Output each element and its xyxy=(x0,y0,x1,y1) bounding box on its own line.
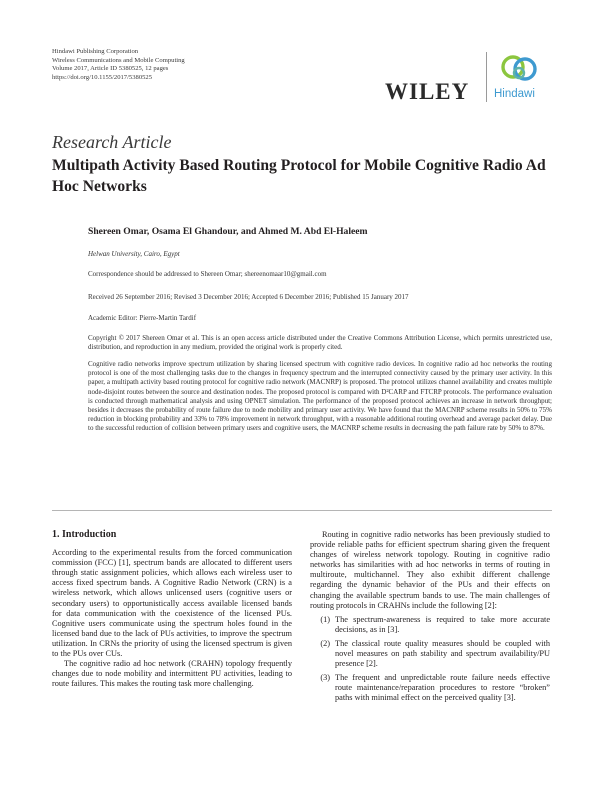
correspondence: Correspondence should be addressed to Shereen Omar; shereenomaar10@gmail.com xyxy=(88,270,327,278)
hindawi-logo-text: Hindawi xyxy=(494,88,535,100)
list-item xyxy=(310,673,550,703)
list-number: (1) xyxy=(320,614,330,624)
doi-link[interactable]: https://doi.org/10.1155/2017/5380525 xyxy=(52,73,153,81)
paragraph: According to the experimental results from the forced communication commission (FCC) [1], spectrum bands are allocated to different users through static assignment policies, which allows each wireless user to access fixed spectrum bands. A Cognitive Radio Network (CRN) is a wireless network, which allows unlicensed users (cognitive users or secondary users) to opportunistically access available licensed bands for data communication with the coexistence of the licensed PUs. Cognitive users communicate using the spectrum holes found in the licensed band due to the lack of PUs activities, to improve the spectrum utilization. In CRNs the priority of using the licensed spectrum is given to the PUs over CUs. xyxy=(52,548,292,659)
hindawi-rings-icon xyxy=(498,54,542,86)
author-list: Shereen Omar, Osama El Ghandour, and Ahmed M. Abd El-Haleem xyxy=(88,226,368,237)
abstract: Cognitive radio networks improve spectrum utilization by sharing licensed spectrum with cognitive radio devices. In cognitive radio ad hoc networks the routing protocol is one of the most challenging tasks due to the changes in frequency spectrum and the interrupted connectivity caused by the primary user activity. In this paper, a multipath activity based routing protocol for cognitive radio network (MACNRP) is proposed. The protocol utilizes channel availability and creates multiple node-disjoint routes between the source and destination nodes. The proposed protocol is compared with D²CARP and FTCRP protocols. The performance evaluation is conducted through mathematical analysis and using OPNET simulation. The performance of the proposed protocol achieves an increase in network throughput; besides it decreases the probability of route failure due to node mobility and primary user activity. We have found that the MACNRP scheme results in 50% to 75% reduction in blocking probability and 33% to 78% improvement in network throughput, with a reasonable additional routing overhead and average packet delay. Due to the successful reduction of collision between primary users and cognitive users, the MACNRP scheme results in decreasing the path failure rate by 50% to 87%. xyxy=(88,360,552,433)
left-column xyxy=(52,530,292,689)
list-number: (3) xyxy=(320,673,330,683)
article-type: Research Article xyxy=(52,132,172,152)
list-item xyxy=(310,615,550,635)
academic-editor: Academic Editor: Pierre-Martin Tardif xyxy=(88,314,197,322)
logo-divider xyxy=(486,52,487,102)
affiliation: Helwan University, Cairo, Egypt xyxy=(88,250,180,258)
right-column xyxy=(310,530,550,704)
publication-dates: Received 26 September 2016; Revised 3 December 2016; Accepted 6 December 2016; Published 15 January 2017 xyxy=(88,293,409,301)
section-divider xyxy=(52,510,552,511)
copyright-notice: Copyright © 2017 Shereen Omar et al. This is an open access article distributed under the Creative Commons Attribution License, which permits unrestricted use, distribution, and reproduction in any medium, provided the original work is properly cited. xyxy=(88,334,552,352)
article-title: Multipath Activity Based Routing Protocol for Mobile Cognitive Radio Ad Hoc Networks xyxy=(52,157,546,195)
list-text: The frequent and unpredictable route failure needs effective route maintenance/reparation procedures to restore “broken” paths with minimal effect on the perceived quality [3]. xyxy=(335,673,550,703)
wiley-logo: WILEY xyxy=(385,79,470,104)
volume-info: Volume 2017, Article ID 5380525, 12 pages xyxy=(52,65,169,73)
section-heading: 1. Introduction xyxy=(52,529,117,540)
list-text: The spectrum-awareness is required to take more accurate decisions, as in [3]. xyxy=(335,614,550,634)
publisher-name: Hindawi Publishing Corporation xyxy=(52,48,139,55)
list-item xyxy=(310,639,550,669)
journal-metadata xyxy=(52,48,185,82)
journal-name: Wireless Communications and Mobile Computing xyxy=(52,56,185,64)
paragraph: Routing in cognitive radio networks has been previously studied to provide reliable paths for efficient spectrum sharing given the frequent changes of wireless network topology. Routing in cognitive radio networks has similarities with ad hoc networks in terms of routing in multiroute, multichannel. They also exhibit different challenge regarding the dynamic behavior of the PUs and their effects on changing the available spectrum bands to use. The main challenges of routing protocols in CRAHNs include the following [2]: xyxy=(310,530,550,610)
list-number: (2) xyxy=(320,638,330,648)
list-text: The classical route quality measures should be coupled with novel measures on path stability and spectrum availability/PU presence [2]. xyxy=(335,638,550,669)
paragraph: The cognitive radio ad hoc network (CRAHN) topology frequently changes due to node mobility and intermittent PU activities, leading to route failures. This makes the routing task more challenging. xyxy=(52,659,292,689)
